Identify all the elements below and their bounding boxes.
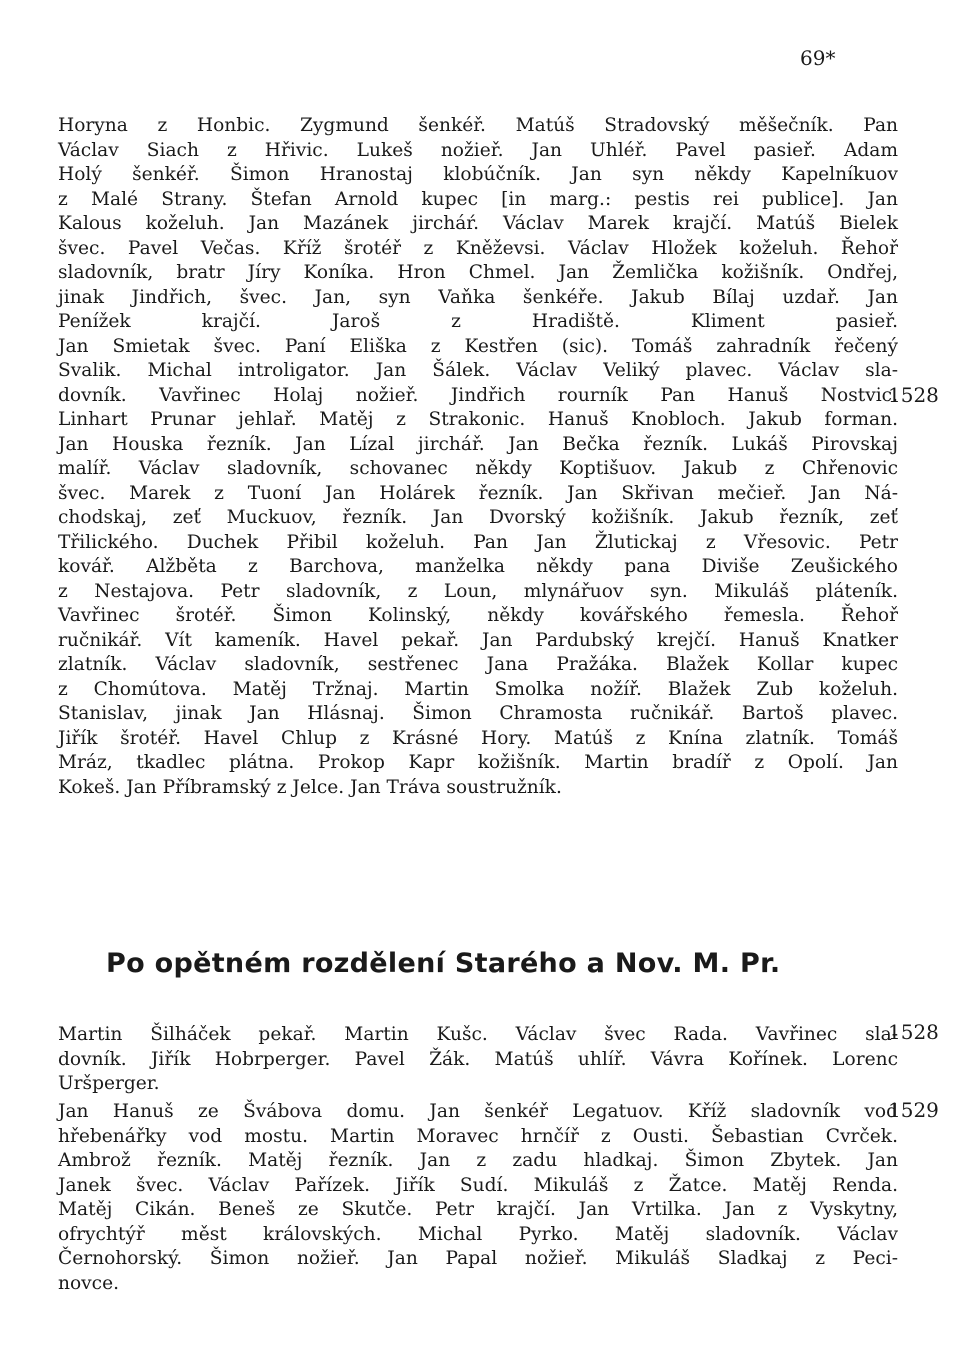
text-line: Martin Šilháček pekař. Martin Kušc. Václav švec Rada. Vavřinec sla-: [58, 1024, 898, 1045]
text-line: ručnikář. Vít kameník. Havel pekař. Jan Pardubský krejčí. Hanuš Knatker: [58, 629, 898, 651]
text-line: Třilického. Duchek Přibil koželuh. Pan Jan Žlutickaj z Vřesovic. Petr: [58, 531, 898, 553]
text-line: Jiřík šrotéř. Havel Chlup z Krásné Hory. Matúš z Knína zlatník. Tomáš: [58, 727, 898, 749]
text-line: kovář. Alžběta z Barchova, manželka někdy pana Diviše Zeušického: [58, 556, 898, 577]
text-line: Svalik. Michal introligator. Jan Šálek. Václav Veliký plavec. Václav sla-: [58, 360, 898, 381]
text-line: Jan Houska řezník. Jan Lízal jirchář. Jan Bečka řezník. Lukáš Pirovskaj: [58, 433, 898, 455]
text-line: Uršperger.: [58, 1073, 160, 1094]
text-line: sladovník, bratr Jíry Koníka. Hron Chmel. Jan Žemlička kožišník. Ondřej,: [58, 262, 898, 283]
text-line: švec. Marek z Tuoní Jan Holárek řezník. Jan Skřivan mečieř. Jan Ná-: [58, 482, 898, 504]
text-line: Linhart Prunar jehlař. Matěj z Strakonic. Hanuš Knobloch. Jakub forman.: [58, 409, 898, 430]
text-line: Kalous koželuh. Jan Mazánek jircháŕ. Václav Marek krajčí. Matúš Bielek: [58, 213, 898, 234]
text-line: Ambrož řezník. Matěj řezník. Jan z zadu hladkaj. Šimon Zbytek. Jan: [58, 1150, 898, 1171]
year-marker-1528-a: 1528: [888, 383, 939, 407]
text-line: dovník. Jiřík Hobrperger. Pavel Žák. Matúš uhlíř. Vávra Kořínek. Lorenc: [58, 1048, 898, 1070]
text-line: Janek švec. Václav Pařízek. Jiřík Sudí. Mikuláš z Žatce. Matěj Renda.: [58, 1174, 898, 1196]
text-line: Černohorský. Šimon nožieř. Jan Papal nožieř. Mikuláš Sladkaj z Peci-: [58, 1248, 898, 1269]
year-marker-1528-b: 1528: [888, 1020, 939, 1044]
text-line: z Malé Strany. Štefan Arnold kupec [in marg.: pestis rei publice]. Jan: [58, 188, 898, 210]
text-line: ofrychtýř měst královských. Michal Pyrko. Matěj sladovník. Václav: [58, 1223, 898, 1245]
text-line: z Nestajova. Petr sladovník, z Loun, mlynářuov syn. Mikuláš pláteník.: [58, 580, 898, 602]
page-number: 69*: [800, 46, 836, 70]
section2-entry-1528: [58, 1023, 898, 1097]
text-line: Horyna z Honbic. Zygmund šenkéř. Matúš Stradovský měšečník. Pan: [58, 115, 898, 136]
text-line: švec. Pavel Večas. Kříž šrotéř z Kněževsi. Václav Hložek koželuh. Řehoř: [58, 237, 898, 259]
text-line: hřebenářky vod mostu. Martin Moravec hrnčíř z Ousti. Šebastian Cvrček.: [58, 1125, 898, 1147]
section1-text: [58, 114, 898, 800]
text-line: Matěj Cikán. Beneš ze Skutče. Petr krajčí. Jan Vrtilka. Jan z Vyskytny,: [58, 1199, 898, 1220]
text-line: novce.: [58, 1272, 120, 1294]
text-line: Vavřinec šrotéř. Šimon Kolinský, někdy kovářského řemesla. Řehoř: [58, 605, 898, 626]
text-line: z Chomútova. Matěj Tržnaj. Martin Smolka nožíř. Blažek Zub koželuh.: [58, 678, 898, 700]
section-heading: Po opětném rozdělení Starého a Nov. M. Pr.: [106, 948, 781, 979]
text-line: chodskaj, zeť Muckuov, řezník. Jan Dvorský kožišník. Jakub řezník, zeť: [58, 507, 898, 528]
text-line: Stanislav, jinak Jan Hlásnaj. Šimon Chramosta ručnikář. Bartoš plavec.: [58, 703, 898, 724]
text-line: Penížek krajčí. Jaroš z Hradiště. Kliment pasieř.: [58, 311, 898, 332]
text-line: malíř. Václav sladovník, schovanec někdy Koptišuov. Jakub z Chřenovic: [58, 458, 898, 479]
text-line: Kokeš. Jan Příbramský z Jelce. Jan Tráva soustružník.: [58, 776, 562, 798]
section2-entry-1529: [58, 1100, 898, 1296]
text-line: dovník. Vavřinec Holaj nožieř. Jindřich rourník Pan Hanuš Nostvic.: [58, 384, 898, 406]
text-line: Jan Smietak švec. Paní Eliška z Kestřen (sic). Tomáš zahradník řečený: [58, 335, 898, 357]
text-line: Jan Hanuš ze Švábova domu. Jan šenkéř Legatuov. Kříž sladovník vod: [58, 1101, 898, 1122]
text-line: jinak Jindřich, švec. Jan, syn Vaňka šenkéře. Jakub Bílaj uzdař. Jan: [58, 286, 898, 308]
text-line: zlatník. Václav sladovník, sestřenec Jana Pražáka. Blažek Kollar kupec: [58, 654, 898, 675]
text-line: Mráz, tkadlec plátna. Prokop Kapr kožišník. Martin bradíř z Opolí. Jan: [58, 752, 898, 773]
year-marker-1529: 1529: [888, 1098, 939, 1122]
text-line: Václav Siach z Hřivic. Lukeš nožieř. Jan Uhléř. Pavel pasieř. Adam: [58, 139, 898, 161]
text-line: Holý šenkéř. Šimon Hranostaj klobúčník. Jan syn někdy Kapelníkuov: [58, 164, 898, 185]
